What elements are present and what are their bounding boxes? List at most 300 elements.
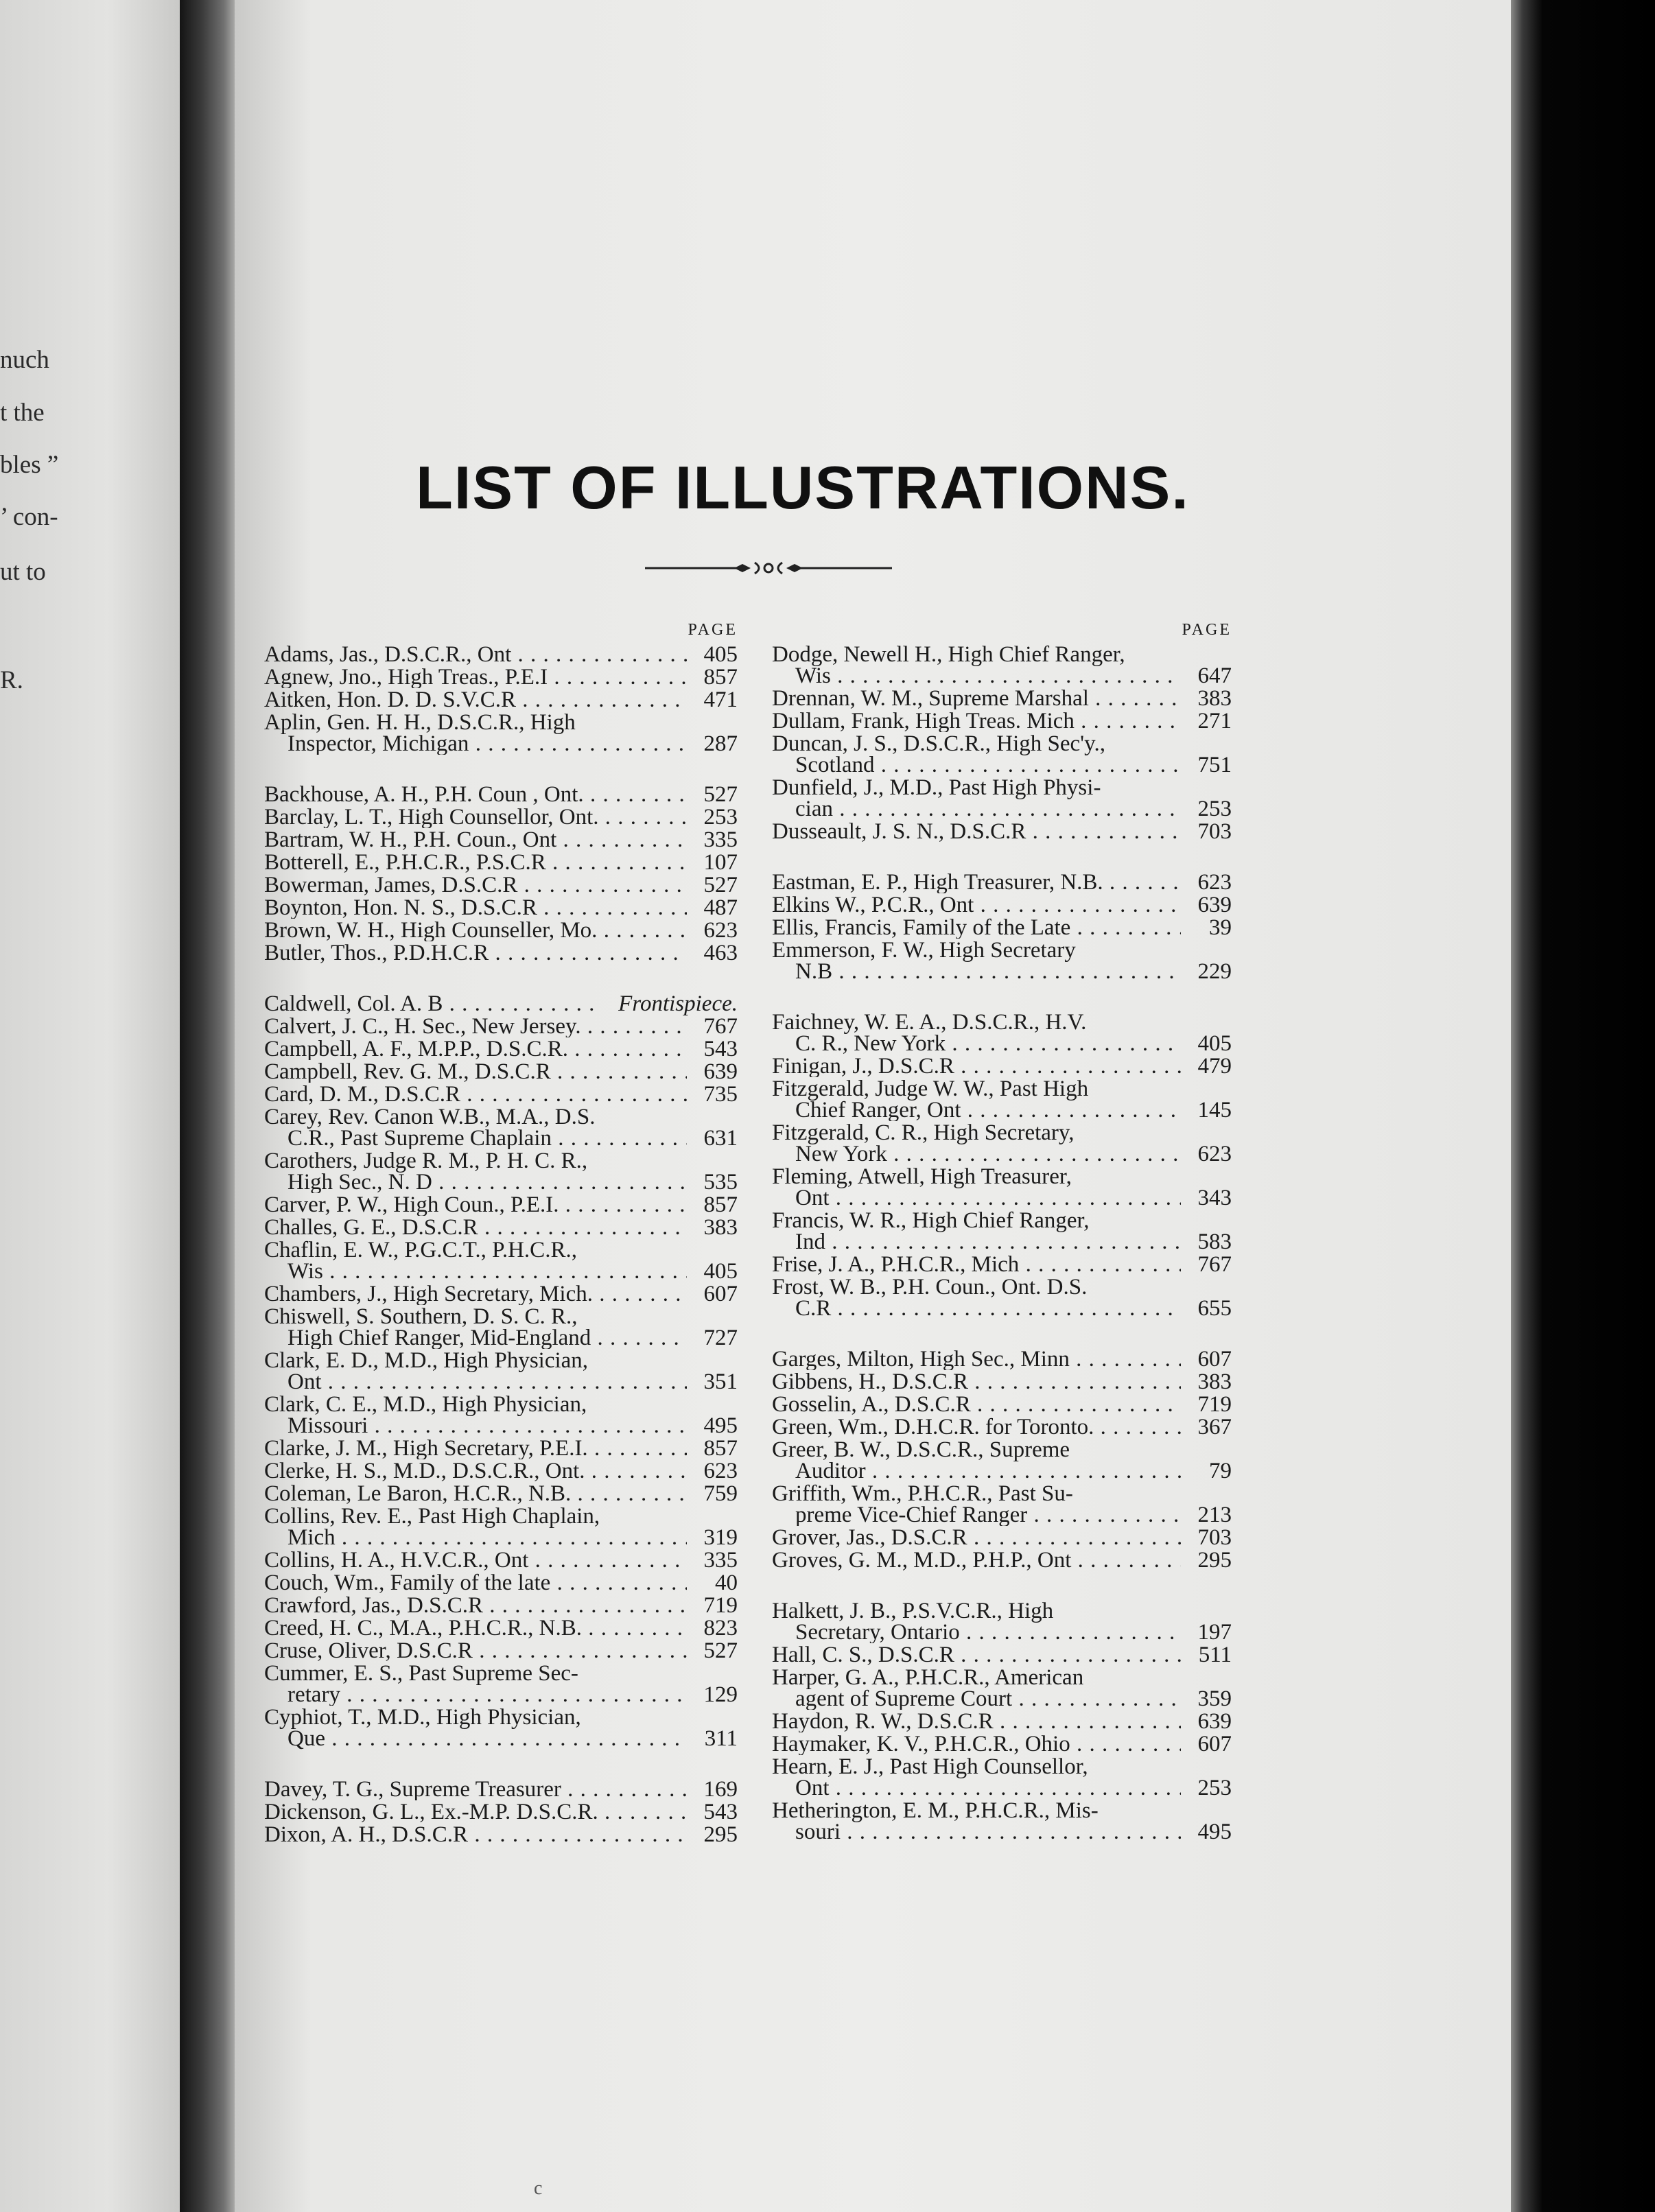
page-number: 527 <box>703 782 738 807</box>
entry-text <box>772 1417 1181 1438</box>
list-item <box>772 1254 1232 1275</box>
entry-continuation: Secretary, Ontario . . . <box>772 1622 1181 1643</box>
page-number: 639 <box>703 1059 738 1084</box>
entry-text <box>772 711 1181 732</box>
list-item <box>772 1394 1232 1415</box>
page-number: 253 <box>703 805 738 830</box>
entry-text <box>264 1483 687 1505</box>
list-item <box>772 1527 1232 1549</box>
list-item <box>264 1394 738 1437</box>
entry-text <box>264 1151 687 1193</box>
page-number: 471 <box>703 687 738 712</box>
page-number: 79 <box>1209 1459 1232 1483</box>
entry-name: Chambers, J., High Secretary, Mich. . . . <box>264 1284 687 1305</box>
left-page-line: ut to <box>0 558 46 586</box>
entry-text <box>772 1527 1181 1549</box>
page-number: 639 <box>1197 893 1232 917</box>
list-item <box>264 943 738 964</box>
entry-continuation: Chief Ranger, Ont . . . <box>772 1100 1181 1121</box>
entry-text <box>264 1306 687 1349</box>
entry-name: Carothers, Judge R. M., P. H. C. R., <box>264 1151 588 1173</box>
entry-name: Drennan, W. M., Supreme Marshal . . . <box>772 688 1181 709</box>
page-title: LIST OF ILLUSTRATIONS. <box>416 454 1190 521</box>
page-number: 107 <box>703 850 738 875</box>
entry-text <box>772 1756 1181 1799</box>
entry-name: Grover, Jas., D.S.C.R . . . <box>772 1527 1181 1549</box>
entry-continuation: cian . . . <box>772 799 1181 820</box>
entry-continuation: Wis . . . <box>264 1261 687 1282</box>
entry-text <box>772 1122 1181 1165</box>
decorative-rule-ornament <box>638 554 899 582</box>
list-item <box>772 1277 1232 1319</box>
list-item <box>772 1079 1232 1121</box>
entry-name: Halkett, J. B., P.S.V.C.R., High <box>772 1601 1054 1623</box>
entry-text <box>264 1640 687 1662</box>
list-item <box>264 1595 738 1616</box>
entry-text <box>264 1550 687 1571</box>
entry-name: Campbell, A. F., M.P.P., D.S.C.R. . . . <box>264 1039 687 1060</box>
entry-name: Elkins W., P.C.R., Ont . . . <box>772 895 1181 916</box>
page-number: 351 <box>703 1369 738 1394</box>
page-number: 727 <box>703 1326 738 1350</box>
list-item <box>264 1483 738 1505</box>
entry-name: Emmerson, F. W., High Secretary <box>772 940 1076 963</box>
entry-continuation: Inspector, Michigan . . . <box>264 733 687 755</box>
entry-name: Collins, H. A., H.V.C.R., Ont . . . <box>264 1550 687 1571</box>
page-number: 383 <box>1197 1369 1232 1394</box>
page-number: 527 <box>703 873 738 897</box>
list-item <box>264 807 738 828</box>
entry-name: Coleman, Le Baron, H.C.R., N.B. . . . <box>264 1483 687 1505</box>
page-number: 487 <box>703 895 738 920</box>
entry-name: Francis, W. R., High Chief Ranger, <box>772 1210 1090 1233</box>
list-item <box>264 1306 738 1349</box>
entry-text <box>264 1016 687 1037</box>
entry-text <box>264 1217 687 1238</box>
list-item <box>264 993 738 1015</box>
list-item <box>264 687 738 712</box>
list-item <box>772 1369 1232 1394</box>
entry-name: Boynton, Hon. N. S., D.S.C.R . . . <box>264 897 687 919</box>
list-item <box>264 897 738 919</box>
list-item <box>264 1438 738 1459</box>
entry-continuation: Missouri . . . <box>264 1415 687 1437</box>
entry-text <box>264 1707 687 1750</box>
page-number: 857 <box>703 1192 738 1217</box>
entry-text <box>772 1079 1181 1121</box>
entry-continuation: High Chief Ranger, Mid-England . . . <box>264 1328 687 1349</box>
entry-name: Dusseault, J. S. N., D.S.C.R . . . <box>772 821 1181 843</box>
entry-text <box>772 1800 1181 1843</box>
page-number: 607 <box>1197 1732 1232 1756</box>
page-number: 495 <box>1197 1820 1232 1844</box>
entry-text <box>772 1277 1181 1319</box>
entry-continuation: Scotland . . . <box>772 755 1181 776</box>
left-page-line: nuch <box>0 346 49 374</box>
page-number: 631 <box>703 1126 738 1151</box>
entry-name: Dickenson, G. L., Ex.-M.P. D.S.C.R. . . . <box>264 1802 687 1823</box>
list-item <box>264 1192 738 1217</box>
entry-text <box>772 1734 1181 1755</box>
entry-name: Eastman, E. P., High Treasurer, N.B. . . . <box>772 872 1181 893</box>
page-number: 511 <box>1198 1643 1232 1667</box>
entry-name: Calvert, J. C., H. Sec., New Jersey. . . . <box>264 1016 687 1037</box>
entry-name: Haydon, R. W., D.S.C.R . . . <box>772 1711 1181 1732</box>
page-number: 463 <box>703 941 738 965</box>
list-item <box>772 1601 1232 1643</box>
list-item <box>772 1550 1232 1571</box>
entry-text <box>772 872 1181 893</box>
list-item <box>264 1570 738 1595</box>
entry-text <box>264 875 687 896</box>
left-page-line: ’ con- <box>0 503 58 531</box>
list-item <box>772 711 1232 732</box>
entry-name: Aplin, Gen. H. H., D.S.C.R., High <box>264 712 576 735</box>
page-number: 623 <box>1197 870 1232 895</box>
list-item <box>264 920 738 941</box>
entry-name: Gibbens, H., D.S.C.R . . . <box>772 1372 1181 1393</box>
entry-text <box>264 1084 687 1105</box>
page-number: 735 <box>703 1082 738 1107</box>
page-number: 287 <box>703 731 738 756</box>
entry-name: Green, Wm., D.H.C.R. for Toronto. . . . <box>772 1417 1181 1438</box>
entry-name: Collins, Rev. E., Past High Chaplain, <box>264 1506 600 1529</box>
page-number: 857 <box>703 1436 738 1461</box>
index-column-right <box>772 621 1232 1844</box>
entry-name: Cruse, Oliver, D.S.C.R . . . <box>264 1640 687 1662</box>
entry-name: Crawford, Jas., D.S.C.R . . . <box>264 1595 687 1616</box>
left-page-fragment <box>0 0 180 2212</box>
list-item <box>264 1240 738 1282</box>
entry-continuation: C. R., New York . . . <box>772 1033 1181 1055</box>
list-item <box>264 1061 738 1083</box>
entry-text <box>264 1663 687 1706</box>
entry-name: Carver, P. W., High Coun., P.E.I. . . . <box>264 1195 687 1216</box>
list-item <box>772 777 1232 820</box>
page-number: 319 <box>703 1525 738 1550</box>
list-item <box>264 1151 738 1193</box>
page-number: 607 <box>1197 1347 1232 1372</box>
page-number: 623 <box>703 1459 738 1483</box>
list-item <box>264 1016 738 1037</box>
entry-name: Couch, Wm., Family of the late . . . <box>264 1573 687 1594</box>
list-item <box>264 784 738 805</box>
list-item <box>772 1645 1232 1666</box>
entry-continuation: retary . . . <box>264 1684 687 1706</box>
list-item <box>772 1122 1232 1165</box>
page-number: 295 <box>703 1822 738 1847</box>
entry-name: Creed, H. C., M.A., P.H.C.R., N.B. . . . <box>264 1618 687 1639</box>
page-number: 271 <box>1197 709 1232 733</box>
entry-text <box>264 993 600 1015</box>
page-number: 543 <box>703 1037 738 1061</box>
list-item <box>264 644 738 666</box>
entry-name: Harper, G. A., P.H.C.R., American <box>772 1667 1084 1690</box>
page-number: 367 <box>1197 1415 1232 1439</box>
page-number: 647 <box>1197 663 1232 688</box>
list-item <box>772 1439 1232 1482</box>
left-page-line: t the <box>0 399 45 427</box>
entry-text <box>772 688 1181 709</box>
list-item <box>264 1824 738 1846</box>
entry-name: Bartram, W. H., P.H. Coun., Ont . . . <box>264 830 687 851</box>
list-item <box>772 1417 1232 1438</box>
page-number: 40 <box>715 1570 738 1595</box>
page-edge-shadow <box>1511 0 1655 2212</box>
list-item <box>772 895 1232 916</box>
entry-text <box>264 644 687 666</box>
entry-name: Campbell, Rev. G. M., D.S.C.R . . . <box>264 1061 687 1083</box>
list-item <box>264 875 738 896</box>
page-number: 703 <box>1197 819 1232 844</box>
page-mark: c <box>534 2178 543 2199</box>
entry-text <box>264 1394 687 1437</box>
list-item <box>772 688 1232 709</box>
list-item <box>772 1056 1232 1077</box>
list-item <box>772 1667 1232 1710</box>
entry-text <box>772 1483 1181 1526</box>
entry-text <box>772 1056 1181 1077</box>
entry-text <box>264 1039 687 1060</box>
entry-name: Carey, Rev. Canon W.B., M.A., D.S. <box>264 1107 596 1129</box>
entry-text <box>772 895 1181 916</box>
page-number: 405 <box>1197 1031 1232 1056</box>
page-number: 495 <box>703 1413 738 1438</box>
entry-name: Dunfield, J., M.D., Past High Physi- <box>772 777 1101 800</box>
entry-name: Card, D. M., D.S.C.R . . . <box>264 1084 687 1105</box>
entry-list <box>264 644 738 1846</box>
page-number: 857 <box>703 665 738 690</box>
entry-continuation: Ont . . . <box>264 1372 687 1393</box>
page-number: 343 <box>1197 1186 1232 1210</box>
entry-text <box>264 667 687 688</box>
left-page-line: R. <box>0 666 23 694</box>
list-item <box>772 872 1232 893</box>
list-item <box>264 1461 738 1482</box>
list-item <box>772 917 1232 939</box>
entry-text <box>264 1595 687 1616</box>
page-number: 335 <box>703 827 738 852</box>
entry-text <box>772 1349 1181 1370</box>
entry-text <box>264 830 687 851</box>
page-number: Frontispiece. <box>618 991 738 1016</box>
entry-name: Hearn, E. J., Past High Counsellor, <box>772 1756 1088 1779</box>
page-number: 405 <box>703 642 738 667</box>
page-number: 543 <box>703 1800 738 1824</box>
entry-name: Haymaker, K. V., P.H.C.R., Ohio . . . <box>772 1734 1181 1755</box>
entry-continuation: C.R . . . <box>772 1298 1181 1319</box>
page-number: 751 <box>1197 753 1232 777</box>
list-item <box>772 821 1232 843</box>
entry-name: Chiswell, S. Southern, D. S. C. R., <box>264 1306 578 1329</box>
page-column-heading: PAGE <box>1182 621 1232 639</box>
entry-continuation: Auditor . . . <box>772 1461 1181 1482</box>
entry-text <box>772 1372 1181 1393</box>
page-column-heading: PAGE <box>688 621 738 639</box>
entry-name: Fleming, Atwell, High Treasurer, <box>772 1166 1072 1189</box>
entry-name: Fitzgerald, C. R., High Secretary, <box>772 1122 1075 1145</box>
list-item <box>772 733 1232 776</box>
list-item <box>772 644 1232 687</box>
list-item <box>264 1618 738 1639</box>
entry-text <box>264 1618 687 1639</box>
page-number: 719 <box>703 1593 738 1618</box>
page-number: 383 <box>703 1215 738 1240</box>
entry-name: Gosselin, A., D.S.C.R . . . <box>772 1394 1181 1415</box>
page-number: 145 <box>1197 1098 1232 1122</box>
entry-text <box>772 777 1181 820</box>
entry-text <box>264 712 687 755</box>
entry-text <box>772 1645 1181 1666</box>
entry-text <box>264 1461 687 1482</box>
list-item <box>772 1800 1232 1843</box>
entry-name: Garges, Milton, High Sec., Minn . . . <box>772 1349 1181 1370</box>
entry-continuation: Que . . . <box>264 1728 687 1750</box>
entry-continuation: Wis . . . <box>772 666 1181 687</box>
entry-continuation: souri . . . <box>772 1822 1181 1843</box>
page-number: 169 <box>703 1777 738 1802</box>
entry-text <box>772 1012 1181 1055</box>
list-item <box>264 1779 738 1800</box>
entry-continuation: N.B . . . <box>772 961 1181 983</box>
list-item <box>772 1210 1232 1253</box>
page-number: 311 <box>704 1726 738 1751</box>
entry-text <box>772 821 1181 843</box>
book-gutter-shadow <box>180 0 235 2212</box>
entry-text <box>264 1107 687 1149</box>
list-item <box>264 1350 738 1393</box>
entry-name: Dixon, A. H., D.S.C.R . . . <box>264 1824 687 1846</box>
entry-text <box>772 1254 1181 1275</box>
entry-text <box>772 644 1181 687</box>
entry-name: Frost, W. B., P.H. Coun., Ont. D.S. <box>772 1277 1088 1299</box>
page-number: 39 <box>1209 915 1232 940</box>
entry-name: Hetherington, E. M., P.H.C.R., Mis- <box>772 1800 1099 1823</box>
entry-text <box>772 1439 1181 1482</box>
entry-text <box>772 940 1181 983</box>
page-number: 767 <box>703 1014 738 1039</box>
entry-text <box>264 784 687 805</box>
entry-text <box>264 897 687 919</box>
entry-name: Clarke, J. M., High Secretary, P.E.I. . . . <box>264 1438 687 1459</box>
list-item <box>772 1166 1232 1209</box>
entry-name: Botterell, E., P.H.C.R., P.S.C.R . . . <box>264 852 687 873</box>
entry-text <box>264 1350 687 1393</box>
page-number: 213 <box>1197 1503 1232 1527</box>
entry-name: Ellis, Francis, Family of the Late . . . <box>772 917 1181 939</box>
index-column-left <box>264 621 738 1847</box>
entry-text <box>772 1601 1181 1643</box>
entry-text <box>264 852 687 873</box>
entry-name: Aitken, Hon. D. D. S.V.C.R . . . <box>264 690 687 711</box>
entry-text <box>772 917 1181 939</box>
list-item <box>264 1506 738 1549</box>
entry-name: Brown, W. H., High Counseller, Mo. . . . <box>264 920 687 941</box>
entry-continuation: Ind . . . <box>772 1232 1181 1253</box>
entry-text <box>264 807 687 828</box>
page-number: 719 <box>1197 1392 1232 1417</box>
list-item <box>772 940 1232 983</box>
list-item <box>264 712 738 755</box>
entry-list <box>772 644 1232 1843</box>
page-number: 623 <box>1197 1142 1232 1166</box>
entry-continuation: agent of Supreme Court . . . <box>772 1689 1181 1710</box>
entry-name: Dodge, Newell H., High Chief Ranger, <box>772 644 1125 667</box>
page-number: 767 <box>1197 1252 1232 1277</box>
list-item <box>264 667 738 688</box>
list-item <box>264 1107 738 1149</box>
entry-name: Groves, G. M., M.D., P.H.P., Ont . . . <box>772 1550 1181 1571</box>
entry-name: Caldwell, Col. A. B . . . <box>264 993 600 1015</box>
list-item <box>264 827 738 852</box>
list-item <box>264 1084 738 1105</box>
entry-name: Hall, C. S., D.S.C.R . . . <box>772 1645 1181 1666</box>
entry-text <box>264 1061 687 1083</box>
page-number: 639 <box>1197 1709 1232 1734</box>
list-item <box>264 1640 738 1662</box>
page-number: 623 <box>703 918 738 943</box>
page-number: 253 <box>1197 1776 1232 1800</box>
entry-name: Clerke, H. S., M.D., D.S.C.R., Ont. . . . <box>264 1461 687 1482</box>
page-number: 359 <box>1197 1686 1232 1711</box>
entry-name: Clark, E. D., M.D., High Physician, <box>264 1350 589 1373</box>
entry-name: Cyphiot, T., M.D., High Physician, <box>264 1707 581 1730</box>
page-number: 295 <box>1197 1548 1232 1573</box>
entry-text <box>264 1824 687 1846</box>
entry-continuation: Mich . . . <box>264 1527 687 1549</box>
entry-text <box>264 1779 687 1800</box>
entry-name: Dullam, Frank, High Treas. Mich . . . <box>772 711 1181 732</box>
page-number: 703 <box>1197 1525 1232 1550</box>
page-number: 335 <box>703 1548 738 1573</box>
entry-text <box>264 1284 687 1305</box>
entry-text <box>772 1667 1181 1710</box>
entry-text <box>772 1394 1181 1415</box>
list-item <box>772 1012 1232 1055</box>
entry-name: Barclay, L. T., High Counsellor, Ont. . . . <box>264 807 687 828</box>
left-page-line: bles ” <box>0 451 59 479</box>
entry-name: Cummer, E. S., Past Supreme Sec- <box>264 1663 578 1686</box>
entry-text <box>772 1210 1181 1253</box>
list-item <box>772 1349 1232 1370</box>
entry-text <box>264 920 687 941</box>
entry-text <box>772 1550 1181 1571</box>
entry-continuation: High Sec., N. D . . . <box>264 1172 687 1193</box>
entry-name: Greer, B. W., D.S.C.R., Supreme <box>772 1439 1070 1462</box>
entry-name: Clark, C. E., M.D., High Physician, <box>264 1394 587 1417</box>
entry-name: Davey, T. G., Supreme Treasurer . . . <box>264 1779 687 1800</box>
list-item <box>264 1707 738 1750</box>
entry-continuation: preme Vice-Chief Ranger . . . <box>772 1505 1181 1526</box>
entry-text <box>264 1573 687 1594</box>
entry-text <box>264 1438 687 1459</box>
entry-name: Frise, J. A., P.H.C.R., Mich . . . <box>772 1254 1181 1275</box>
entry-text <box>264 1240 687 1282</box>
entry-name: Fitzgerald, Judge W. W., Past High <box>772 1079 1089 1101</box>
entry-name: Challes, G. E., D.S.C.R . . . <box>264 1217 687 1238</box>
page-number: 759 <box>703 1481 738 1506</box>
page-number: 129 <box>703 1682 738 1707</box>
list-item <box>264 1663 738 1706</box>
page-number: 527 <box>703 1638 738 1663</box>
page-number: 535 <box>703 1170 738 1195</box>
entry-name: Griffith, Wm., P.H.C.R., Past Su- <box>772 1483 1073 1506</box>
page-number: 383 <box>1197 686 1232 711</box>
entry-text <box>264 1802 687 1823</box>
page-number: 655 <box>1197 1296 1232 1321</box>
page-number: 479 <box>1197 1054 1232 1079</box>
page-number: 583 <box>1197 1229 1232 1254</box>
